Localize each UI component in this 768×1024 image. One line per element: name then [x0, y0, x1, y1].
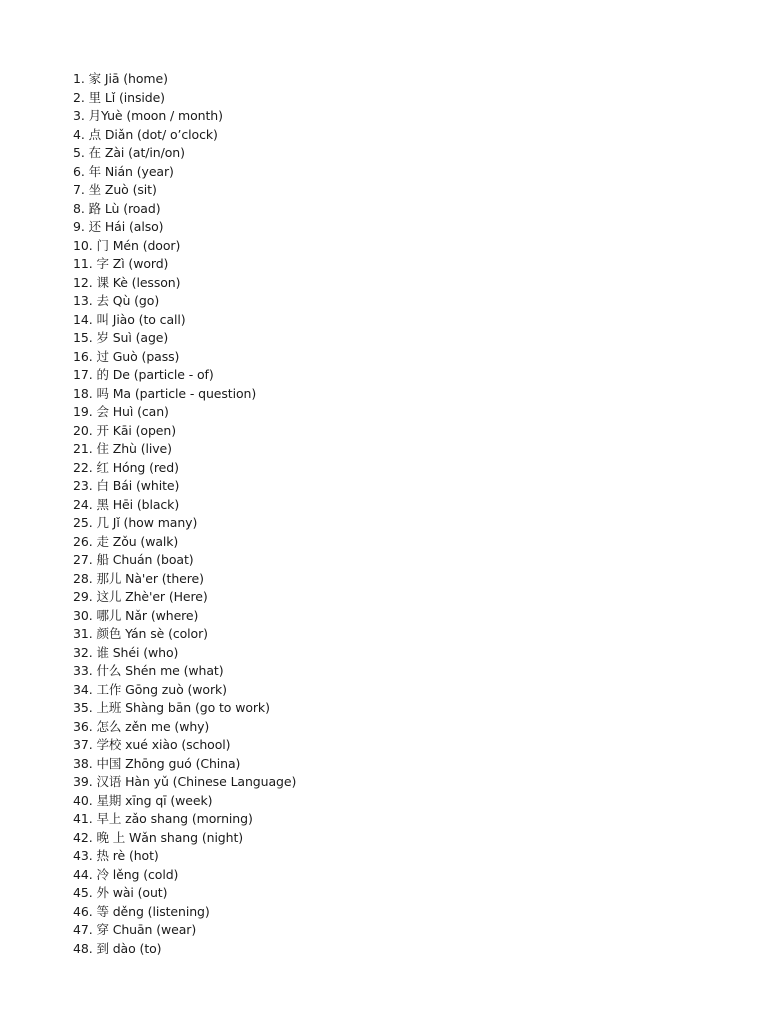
vocab-item: 4. 点 Diǎn (dot/ o’clock)	[73, 126, 218, 142]
vocabulary-list	[73, 70, 296, 958]
vocab-item: 30. 哪儿 Nǎr (where)	[73, 607, 199, 623]
vocab-item: 34. 工作 Gōng zuò (work)	[73, 681, 227, 697]
vocab-item: 11. 字 Zì (word)	[73, 256, 169, 271]
vocab-item: 43. 热 rè (hot)	[73, 848, 159, 863]
vocab-item: 15. 岁 Suì (age)	[73, 330, 169, 345]
vocab-item: 45. 外 wài (out)	[73, 885, 168, 900]
vocab-item: 40. 星期 xīng qī (week)	[73, 792, 213, 808]
vocab-item: 29. 这儿 Zhè'er (Here)	[73, 589, 208, 604]
vocab-item: 28. 那儿 Nà'er (there)	[73, 570, 204, 586]
vocab-item: 36. 怎么 zěn me (why)	[73, 718, 210, 734]
vocab-item: 9. 还 Hái (also)	[73, 219, 164, 234]
vocab-item: 12. 课 Kè (lesson)	[73, 274, 181, 290]
vocab-item: 23. 白 Bái (white)	[73, 478, 180, 493]
vocab-item: 35. 上班 Shàng bān (go to work)	[73, 700, 270, 715]
vocab-item: 38. 中国 Zhōng guó (China)	[73, 755, 241, 771]
vocab-item: 3. 月Yuè (moon / month)	[73, 108, 223, 123]
vocab-item: 48. 到 dào (to)	[73, 940, 162, 956]
vocab-item: 8. 路 Lù (road)	[73, 200, 161, 216]
vocab-item: 32. 谁 Shéi (who)	[73, 644, 179, 660]
vocab-item: 17. 的 De (particle - of)	[73, 367, 214, 382]
vocab-item: 27. 船 Chuán (boat)	[73, 552, 194, 567]
vocab-item: 26. 走 Zǒu (walk)	[73, 533, 179, 549]
vocab-item: 16. 过 Guò (pass)	[73, 348, 180, 364]
vocab-item: 2. 里 Lǐ (inside)	[73, 89, 165, 105]
vocab-item: 1. 家 Jiā (home)	[73, 71, 168, 86]
vocab-item: 47. 穿 Chuān (wear)	[73, 922, 197, 937]
vocab-item: 5. 在 Zài (at/in/on)	[73, 145, 185, 160]
vocab-item: 19. 会 Huì (can)	[73, 404, 169, 419]
vocab-item: 39. 汉语 Hàn yǔ (Chinese Language)	[73, 774, 297, 789]
vocab-item: 44. 冷 lěng (cold)	[73, 866, 179, 882]
vocab-item: 6. 年 Nián (year)	[73, 163, 174, 179]
vocab-item: 14. 叫 Jiào (to call)	[73, 311, 186, 327]
vocab-item: 22. 红 Hóng (red)	[73, 459, 179, 475]
vocab-item: 25. 几 Jǐ (how many)	[73, 515, 198, 530]
vocab-item: 10. 门 Mén (door)	[73, 237, 181, 253]
vocab-item: 24. 黑 Hēi (black)	[73, 496, 180, 512]
vocab-item: 42. 晚 上 Wǎn shang (night)	[73, 829, 244, 845]
vocab-item: 21. 住 Zhù (live)	[73, 441, 172, 456]
vocab-item: 41. 早上 zǎo shang (morning)	[73, 811, 253, 826]
vocab-item: 31. 颜色 Yán sè (color)	[73, 626, 208, 641]
vocab-item: 33. 什么 Shén me (what)	[73, 663, 224, 678]
vocab-item: 20. 开 Kāi (open)	[73, 422, 176, 438]
vocab-item: 13. 去 Qù (go)	[73, 293, 160, 308]
vocab-item: 37. 学校 xué xiào (school)	[73, 737, 231, 752]
vocab-item: 7. 坐 Zuò (sit)	[73, 182, 157, 197]
vocab-item: 46. 等 děng (listening)	[73, 903, 210, 919]
vocab-item: 18. 吗 Ma (particle - question)	[73, 385, 257, 401]
